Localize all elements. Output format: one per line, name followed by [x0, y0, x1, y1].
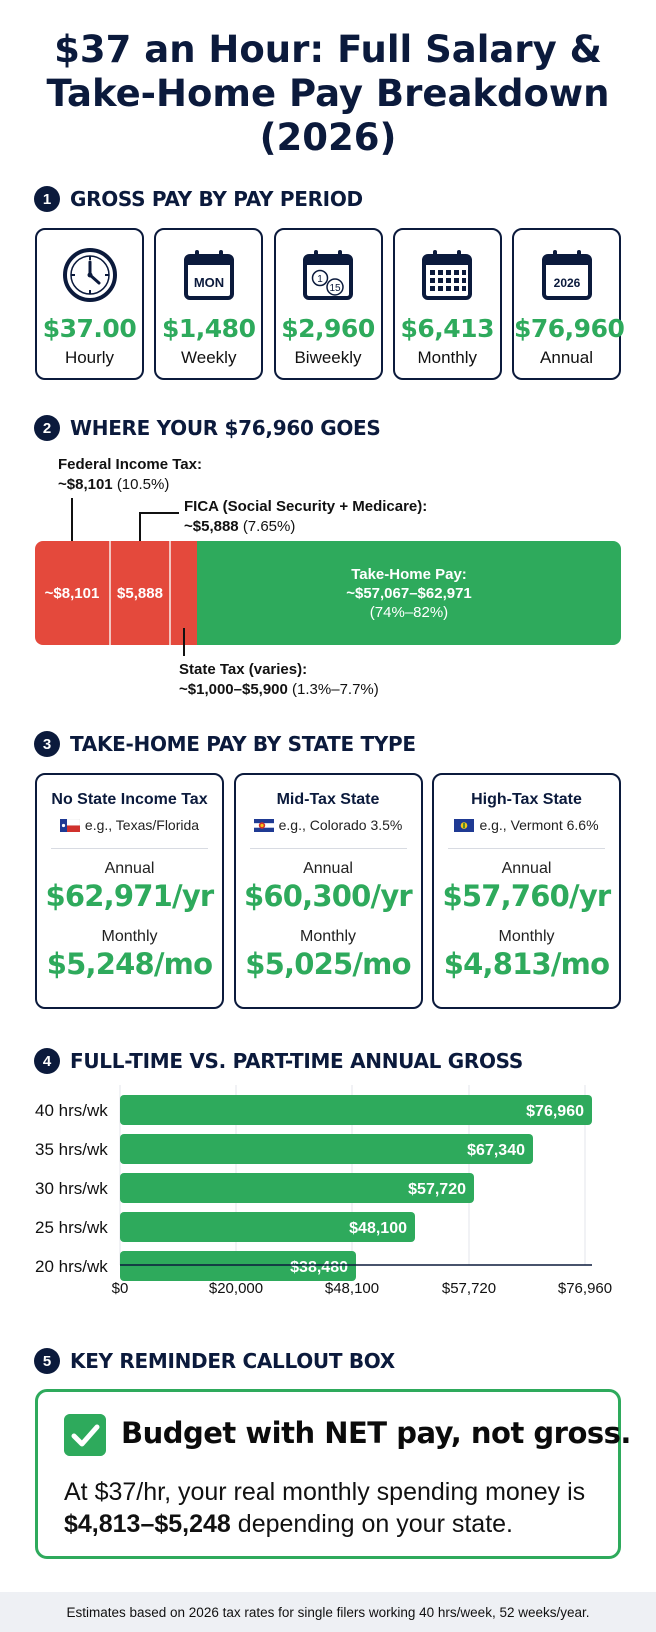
state-tax-pct: (1.3%–7.7%) [292, 681, 379, 698]
monthly-value: $4,813/mo [443, 947, 610, 981]
section-title: FULL-TIME VS. PART-TIME ANNUAL GROSS [70, 1049, 523, 1073]
x-tick-label: $20,000 [208, 1280, 264, 1297]
pay-card-biweekly [274, 228, 383, 380]
state-tax-leader-line [183, 628, 185, 656]
x-tick-label: $48,100 [324, 1280, 380, 1297]
pay-label: Hourly [64, 348, 115, 367]
fica-label: FICA (Social Security + Medicare): [184, 498, 428, 515]
footer-note: Estimates based on 2026 tax rates for single filers working 40 hrs/week, 52 weeks/year. [0, 1592, 656, 1632]
fica-leader-line-h [139, 512, 179, 514]
bar-value-label: $38,480 [290, 1259, 348, 1276]
hours-bar-chart [0, 1085, 656, 1315]
section-title: TAKE-HOME PAY BY STATE TYPE [70, 732, 416, 756]
pay-card-annual [512, 228, 625, 380]
colorado-flag-icon [254, 819, 274, 832]
section-3-header [34, 731, 416, 757]
bar-value-label: $76,960 [526, 1103, 584, 1120]
pay-card-weekly [154, 228, 263, 380]
monthly-value: $5,025/mo [245, 947, 411, 981]
annual-value: $60,300/yr [244, 879, 412, 913]
pay-value: $76,960 [514, 314, 625, 343]
federal-tax-label: Federal Income Tax: [58, 456, 202, 473]
pay-label: Monthly [417, 348, 478, 367]
state-card-mid-tax [234, 773, 423, 1009]
x-tick-label: $76,960 [557, 1280, 613, 1297]
reminder-headline: Budget with NET pay, not gross. [121, 1416, 631, 1450]
state-tax-label: State Tax (varies): [179, 661, 308, 678]
federal-tax-pct: (10.5%) [116, 476, 170, 493]
state-card-high-tax [432, 773, 621, 1009]
section-4-header [34, 1048, 523, 1074]
checkmark-icon [64, 1414, 106, 1456]
divider [250, 848, 407, 849]
monthly-label: Monthly [498, 928, 555, 945]
annual-value: $62,971/yr [45, 879, 214, 913]
section-1-header [34, 186, 363, 212]
state-tax-amount: ~$1,000–$5,900 [179, 681, 288, 698]
pay-card-monthly [393, 228, 502, 380]
bar-segment-federal: ~$8,101 [35, 541, 111, 645]
take-home-amount: ~$57,067–$62,971 [346, 584, 472, 602]
section-number: 1 [34, 186, 60, 212]
calendar-year-text: 2026 [553, 276, 580, 290]
divider [51, 848, 208, 849]
bar-segment-fica: $5,888 [111, 541, 171, 645]
key-reminder-box [35, 1389, 631, 1559]
salary-breakdown-bar [35, 541, 621, 645]
pay-label: Biweekly [294, 348, 362, 367]
fica-amount: ~$5,888 [184, 518, 239, 535]
annual-label: Annual [501, 860, 552, 877]
pay-label: Annual [540, 348, 593, 367]
pay-period-cards [35, 228, 625, 380]
annual-label: Annual [104, 860, 155, 877]
fica-pct: (7.65%) [242, 518, 296, 535]
category-label: 20 hrs/wk [35, 1257, 108, 1276]
calendar-icon [180, 246, 238, 304]
state-card-title: Mid-Tax State [276, 791, 380, 808]
category-label: 30 hrs/wk [35, 1179, 108, 1198]
x-tick-label: $0 [111, 1280, 129, 1297]
page-title: $37 an Hour: Full Salary & Take-Home Pay Breakdown (2026) [46, 28, 610, 159]
take-home-label: Take-Home Pay: [351, 565, 467, 583]
take-home-pct: (74%–82%) [369, 603, 449, 621]
state-example: e.g., Vermont 6.6% [434, 817, 619, 833]
calendar-two-dates-icon [299, 246, 357, 304]
pay-value: $1,480 [162, 314, 256, 343]
calendar-grid-icon [418, 246, 476, 304]
state-example: e.g., Colorado 3.5% [236, 817, 421, 833]
pay-label: Weekly [181, 348, 237, 367]
category-label: 40 hrs/wk [35, 1101, 108, 1120]
svg-text:15: 15 [329, 283, 341, 294]
monthly-label: Monthly [101, 928, 158, 945]
state-card-title: High-Tax State [471, 791, 582, 808]
bar [120, 1095, 592, 1125]
reminder-body: At $37/hr, your real monthly spending money is $4,813–$5,248 depending on your state. [64, 1478, 586, 1538]
section-title: WHERE YOUR $76,960 GOES [70, 416, 381, 440]
state-tax-callout [179, 660, 379, 700]
svg-text:1: 1 [317, 274, 323, 285]
monthly-value: $5,248/mo [46, 947, 213, 981]
state-card-title: No State Income Tax [51, 791, 208, 808]
annual-value: $57,760/yr [442, 879, 611, 913]
bar-value-label: $67,340 [467, 1142, 525, 1159]
section-number: 2 [34, 415, 60, 441]
section-number: 4 [34, 1048, 60, 1074]
federal-tax-callout [58, 455, 202, 495]
section-title: GROSS PAY BY PAY PERIOD [70, 187, 363, 211]
pay-value: $2,960 [281, 314, 375, 343]
section-number: 5 [34, 1348, 60, 1374]
bar-value-label: $48,100 [349, 1220, 407, 1237]
section-number: 3 [34, 731, 60, 757]
clock-icon [61, 246, 119, 304]
state-example: e.g., Texas/Florida [37, 817, 222, 833]
pay-card-hourly [35, 228, 144, 380]
state-card-no-tax [35, 773, 224, 1009]
bar-value-label: $57,720 [408, 1181, 466, 1198]
x-tick-label: $57,720 [441, 1280, 497, 1297]
bar-segment-take-home [197, 541, 621, 645]
section-5-header [34, 1348, 395, 1374]
state-cards [35, 773, 621, 1009]
category-label: 25 hrs/wk [35, 1218, 108, 1237]
divider [448, 848, 605, 849]
annual-label: Annual [303, 860, 353, 877]
pay-value: $37.00 [42, 314, 137, 343]
federal-tax-amount: ~$8,101 [58, 476, 113, 493]
monthly-label: Monthly [299, 928, 357, 945]
category-label: 35 hrs/wk [35, 1140, 108, 1159]
section-2-header [34, 415, 381, 441]
calendar-icon [538, 246, 596, 304]
vermont-flag-icon [454, 819, 474, 832]
texas-flag-icon [60, 819, 80, 832]
pay-value: $6,413 [400, 314, 494, 343]
fica-callout [184, 497, 427, 537]
calendar-day-text: MON [193, 275, 224, 290]
section-title: KEY REMINDER CALLOUT BOX [70, 1349, 395, 1373]
